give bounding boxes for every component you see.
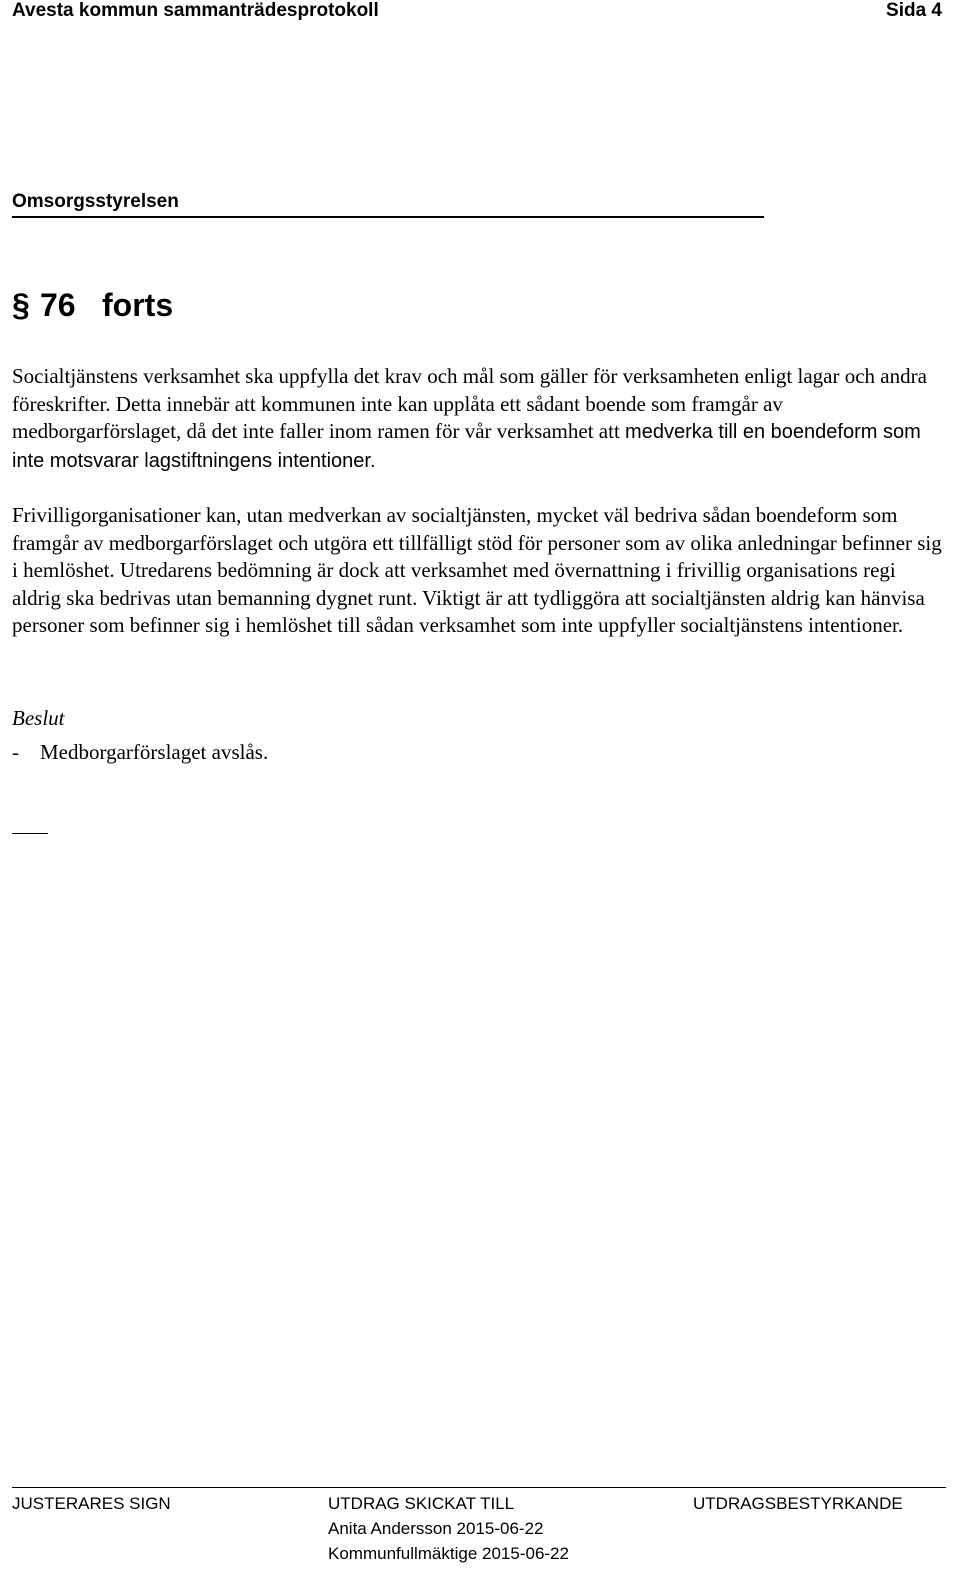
paragraph-symbol: § xyxy=(12,287,30,323)
footer-recipient: Anita Andersson 2015-06-22 xyxy=(328,1519,544,1538)
board-underline xyxy=(12,216,764,218)
paragraph-1-continuation: medverka till en boendeform som inte motsvarar lagstiftningens intentioner. xyxy=(12,421,921,472)
footer-certified-label: UTDRAGSBESTYRKANDE xyxy=(693,1494,903,1513)
page-number: Sida 4 xyxy=(886,0,942,21)
footer-recipient: Kommunfullmäktige 2015-06-22 xyxy=(328,1544,569,1563)
end-rule xyxy=(12,833,48,834)
footer-rule xyxy=(12,1487,946,1488)
section-heading xyxy=(12,285,173,325)
paragraph-1-text: Socialtjänstens verksamhet ska uppfylla det krav och mål som gäller för verksamheten enligt lagar och andra föreskrifter. Detta innebär att kommunen inte kan upplåta ett sådant boende som framgår av medborgarförslaget, då det inte faller inom ramen för vår verksamhet att xyxy=(12,364,927,444)
decision-dash: - xyxy=(12,740,19,764)
footer-sent-label: UTDRAG SKICKAT TILL xyxy=(328,1494,515,1513)
decision-item xyxy=(12,738,268,766)
paragraph-1 xyxy=(12,363,942,475)
paragraph-2: Frivilligorganisationer kan, utan medverkan av socialtjänsten, mycket väl bedriva sådan boendeform som framgår av medborgarförslaget och utgöra ett tillfälligt stöd för personer som av olika anledningar befinner sig i hemlöshet. Utredarens bedömning är dock att verksamhet med övernattning i frivillig organisations regi aldrig ska bedrivas utan bemanning dygnet runt. Viktigt är att tydliggöra att socialtjänsten aldrig kan hänvisa personer som befinner sig i hemlöshet till sådan verksamhet som inte uppfyller socialtjänstens intentioner. xyxy=(12,503,942,638)
document-title: Avesta kommun sammanträdesprotokoll xyxy=(12,0,379,21)
decision-label: Beslut xyxy=(12,706,65,730)
footer-sign-label: JUSTERARES SIGN xyxy=(12,1494,171,1513)
board-name: Omsorgsstyrelsen xyxy=(12,191,179,212)
decision-text: Medborgarförslaget avslås. xyxy=(40,740,269,764)
section-number: 76 xyxy=(40,287,76,323)
section-suffix: forts xyxy=(102,287,174,323)
